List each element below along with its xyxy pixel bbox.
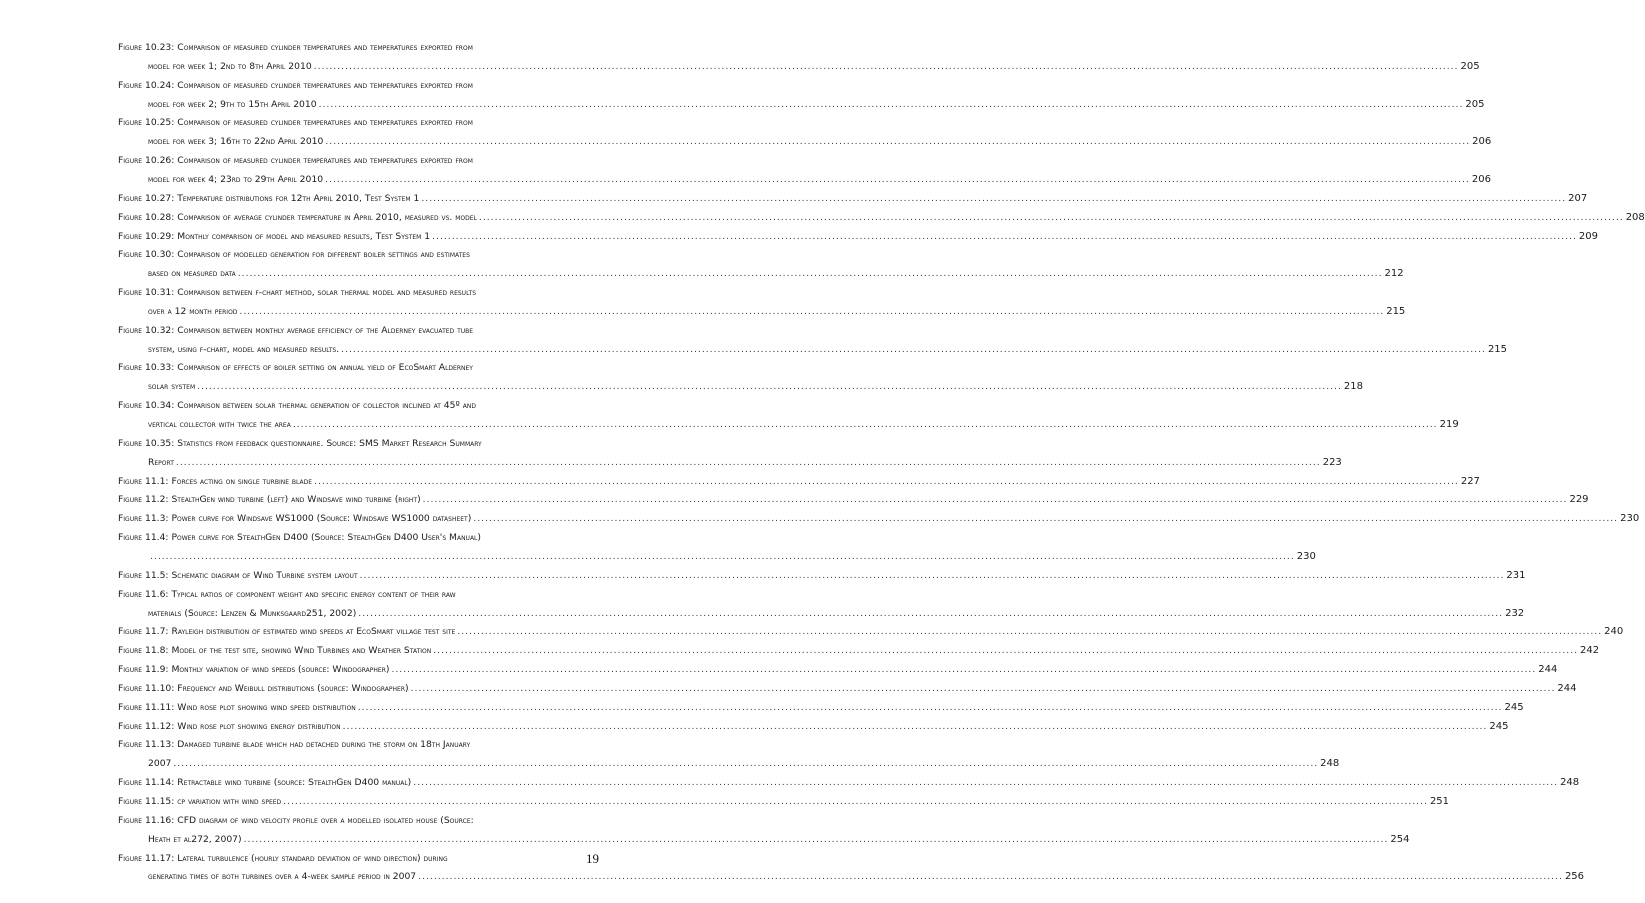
- dot-leader: [319, 98, 1464, 112]
- dot-leader: [176, 456, 1321, 470]
- dot-leader: [239, 305, 1384, 319]
- figure-entry-line: [118, 569, 1526, 583]
- figure-entry-line: [118, 286, 578, 300]
- figure-caption-text: Figure 11.1: Forces acting on single turbine blade: [118, 475, 313, 487]
- dot-leader: [433, 644, 1578, 658]
- figure-entry-line: [148, 607, 1525, 621]
- figure-entry-line: [148, 550, 1316, 564]
- figure-entry-line: [118, 79, 578, 93]
- figure-entry-line: [118, 682, 1577, 696]
- page-ref: 248: [1560, 777, 1580, 789]
- dot-leader: [325, 135, 1470, 149]
- figure-entry-line: [118, 701, 1524, 715]
- page-ref: 254: [1390, 833, 1410, 845]
- figure-entry-line: [148, 870, 1585, 884]
- dot-leader: [173, 757, 1318, 771]
- figure-caption-text: Figure 11.15: cp variation with wind speed: [118, 796, 282, 807]
- figure-entry-line: [118, 154, 578, 168]
- dot-leader: [238, 267, 1383, 281]
- figure-caption-text: Figure 11.7: Rayleigh distribution of estimated wind speeds at EcoSmart village test site: [118, 626, 456, 638]
- figure-caption-text: Figure 10.31: Comparison between f-chart method, solar thermal model and measured results: [118, 287, 477, 299]
- page-ref: 215: [1487, 343, 1508, 355]
- figure-caption-text: generating times of both turbines over a 4-week sample period in 2007: [148, 871, 417, 883]
- figure-caption-text: Figure 10.34: Comparison between solar thermal generation of collector inclined at 45º and: [118, 400, 476, 412]
- page-ref: 242: [1580, 645, 1600, 657]
- figure-caption-text: Figure 11.4: Power curve for StealthGen D400 (Source: StealthGen D400 User's Manual): [118, 532, 481, 544]
- page-ref: 244: [1557, 682, 1577, 694]
- dot-leader: [150, 550, 1295, 564]
- page-ref: 212: [1384, 268, 1404, 280]
- dot-leader: [479, 211, 1624, 225]
- figure-entry-line: [118, 852, 578, 866]
- figure-caption-text: vertical collector with twice the area: [148, 419, 291, 430]
- figure-caption-text: Figure 11.5: Schematic diagram of Wind Turbine system layout: [118, 569, 358, 581]
- figure-caption-text: based on measured data: [148, 268, 236, 280]
- figure-caption-text: model for week 4; 23rd to 29th April 2010: [148, 173, 324, 185]
- page-ref: 240: [1604, 626, 1624, 638]
- figure-entry-line: [118, 475, 1480, 489]
- page-ref: 205: [1465, 98, 1485, 110]
- page-ref: 256: [1564, 871, 1585, 883]
- figure-entry-line: [148, 380, 1363, 394]
- figure-entry-line: [118, 41, 578, 55]
- figure-caption-text: Figure 10.33: Comparison of effects of boiler setting on annual yield of EcoSmart Alderney: [118, 362, 473, 374]
- figure-caption-text: Figure 11.9: Monthly variation of wind speeds (source: Windographer): [118, 664, 390, 676]
- figure-caption-text: Figure 10.26: Comparison of measured cylinder temperatures and temperatures exported from: [118, 155, 473, 167]
- figure-caption-text: Figure 10.27: Temperature distributions for 12th April 2010, Test System 1: [118, 192, 420, 204]
- page-ref: 205: [1460, 60, 1480, 72]
- dot-leader: [457, 625, 1602, 639]
- dot-leader: [391, 663, 1536, 677]
- dot-leader: [358, 701, 1503, 715]
- figure-caption-text: over a 12 month period: [148, 305, 238, 317]
- figure-caption-text: model for week 2; 9th to 15th April 2010: [148, 98, 317, 110]
- page-ref: 245: [1489, 720, 1509, 732]
- figure-caption-text: Figure 11.12: Wind rose plot showing energy distribution: [118, 720, 341, 732]
- figure-caption-text: 2007: [148, 758, 172, 770]
- figure-caption-text: Figure 10.28: Comparison of average cylinder temperature in April 2010, measured vs. model: [118, 211, 477, 223]
- figure-caption-text: Figure 11.10: Frequency and Weibull distributions (source: Windographer): [118, 682, 409, 694]
- figure-entry-line: [148, 456, 1342, 470]
- figure-caption-text: model for week 1; 2nd to 8th April 2010: [148, 60, 312, 72]
- figure-entry-line: [118, 531, 578, 545]
- page-ref: 219: [1439, 419, 1459, 430]
- page-ref: 230: [1296, 550, 1316, 562]
- dot-leader: [343, 720, 1488, 734]
- figure-entry-line: [118, 437, 578, 451]
- figure-entry-line: [148, 833, 1410, 847]
- figure-entry-line: [118, 588, 578, 602]
- figure-caption-text: Figure 11.6: Typical ratios of component weight and specific energy content of their raw: [118, 588, 456, 600]
- figure-caption-text: model for week 3; 16th to 22nd April 2010: [148, 136, 324, 148]
- figure-entry-line: [118, 324, 578, 338]
- figure-caption-text: Figure 11.13: Damaged turbine blade which had detached during the storm on 18th January: [118, 739, 471, 751]
- figure-entry-line: [118, 493, 1589, 507]
- figure-caption-text: Figure 11.2: StealthGen wind turbine (left) and Windsave wind turbine (right): [118, 494, 421, 506]
- figure-caption-text: Report: [148, 456, 174, 468]
- figure-caption-text: Figure 10.35: Statistics from feedback questionnaire. Source: SMS Market Research Summary: [118, 437, 482, 449]
- page-ref: 231: [1506, 569, 1526, 581]
- page-ref: 208: [1625, 211, 1645, 223]
- figure-caption-text: Heath et al272, 2007): [148, 833, 242, 845]
- figure-entry-line: [148, 173, 1491, 187]
- dot-leader: [360, 569, 1505, 583]
- page-ref: 229: [1569, 494, 1589, 506]
- figure-entry-line: [118, 644, 1600, 658]
- page-ref: 207: [1568, 192, 1588, 204]
- page-ref: 218: [1343, 381, 1363, 393]
- dot-leader: [293, 418, 1438, 432]
- figure-caption-text: Figure 11.8: Model of the test site, showing Wind Turbines and Weather Station: [118, 645, 432, 657]
- figure-entry-line: [118, 399, 578, 413]
- figure-caption-text: Figure 11.11: Wind rose plot showing wind speed distribution: [118, 701, 356, 713]
- dot-leader: [421, 192, 1566, 206]
- figure-entry-line: [118, 361, 578, 375]
- figure-entry-line: [148, 305, 1406, 319]
- dot-leader: [411, 682, 1556, 696]
- page-ref: 206: [1472, 136, 1492, 148]
- figure-caption-text: Figure 10.29: Monthly comparison of model and measured results, Test System 1: [118, 230, 431, 242]
- figure-entry-line: [118, 776, 1580, 790]
- dot-leader: [358, 607, 1503, 621]
- figure-caption-text: system, using f-chart, model and measured results.: [148, 343, 340, 355]
- page-ref: 223: [1322, 456, 1342, 468]
- figure-entry-line: [118, 230, 1598, 244]
- page-ref: 230: [1620, 513, 1640, 525]
- dot-leader: [413, 776, 1558, 790]
- figure-caption-text: Figure 10.24: Comparison of measured cylinder temperatures and temperatures exported from: [118, 79, 473, 91]
- figure-entry-line: [118, 192, 1588, 206]
- figure-entry-line: [118, 625, 1624, 639]
- dot-leader: [197, 380, 1342, 394]
- page-ref: 206: [1471, 173, 1491, 185]
- dot-leader: [418, 870, 1563, 884]
- figure-entry-line: [118, 795, 1450, 809]
- figure-entry-line: [118, 663, 1558, 677]
- figure-entry-line: [148, 60, 1480, 74]
- figure-entry-line: [118, 814, 578, 828]
- figure-caption-text: Figure 11.16: CFD diagram of wind velocity profile over a modelled isolated house (Source:: [118, 814, 474, 826]
- figure-caption-text: Figure 11.3: Power curve for Windsave WS1000 (Source: Windsave WS1000 datasheet): [118, 513, 472, 525]
- page-ref: 215: [1386, 305, 1406, 317]
- page-ref: 248: [1320, 758, 1340, 770]
- figure-entry-line: [148, 98, 1485, 112]
- page-ref: 251: [1429, 796, 1450, 807]
- dot-leader: [314, 475, 1459, 489]
- page-ref: 244: [1538, 664, 1558, 676]
- figure-caption-text: Figure 10.30: Comparison of modelled generation for different boiler settings and estimates: [118, 249, 470, 261]
- dot-leader: [432, 230, 1577, 244]
- figure-entry-line: [148, 418, 1459, 432]
- figure-entry-line: [118, 116, 578, 130]
- figure-entry-line: [148, 135, 1492, 149]
- figure-entry-line: [148, 343, 1508, 357]
- page-ref: 209: [1578, 230, 1598, 242]
- figure-caption-text: Figure 11.14: Retractable wind turbine (source: StealthGen D400 manual): [118, 777, 412, 789]
- figure-entry-line: [118, 248, 578, 262]
- dot-leader: [325, 173, 1470, 187]
- figure-entry-line: [118, 720, 1509, 734]
- dot-leader: [341, 343, 1486, 357]
- page-ref: 227: [1460, 475, 1480, 487]
- dot-leader: [283, 795, 1428, 809]
- page-number: 19: [586, 851, 599, 866]
- figure-entry-line: [148, 757, 1340, 771]
- figure-caption-text: solar system: [148, 381, 196, 393]
- dot-leader: [423, 493, 1568, 507]
- figure-entry-line: [148, 267, 1404, 281]
- figure-caption-text: materials (Source: Lenzen & Munksgaard251, 2002): [148, 607, 357, 619]
- dot-leader: [244, 833, 1389, 847]
- dot-leader: [314, 60, 1459, 74]
- page-ref: 245: [1504, 701, 1524, 713]
- figure-caption-text: Figure 10.25: Comparison of measured cylinder temperatures and temperatures exported from: [118, 117, 473, 129]
- figure-caption-text: Figure 10.23: Comparison of measured cylinder temperatures and temperatures exported from: [118, 42, 473, 53]
- figure-entry-line: [118, 512, 1640, 526]
- page-ref: 232: [1505, 607, 1525, 619]
- dot-leader: [473, 512, 1618, 526]
- figure-caption-text: Figure 10.32: Comparison between monthly average efficiency of the Alderney evacuated tube: [118, 324, 474, 336]
- figure-entry-line: [118, 211, 1645, 225]
- figure-caption-text: Figure 11.17: Lateral turbulence (hourly standard deviation of wind direction) during: [118, 852, 448, 864]
- figure-entry-line: [118, 738, 578, 752]
